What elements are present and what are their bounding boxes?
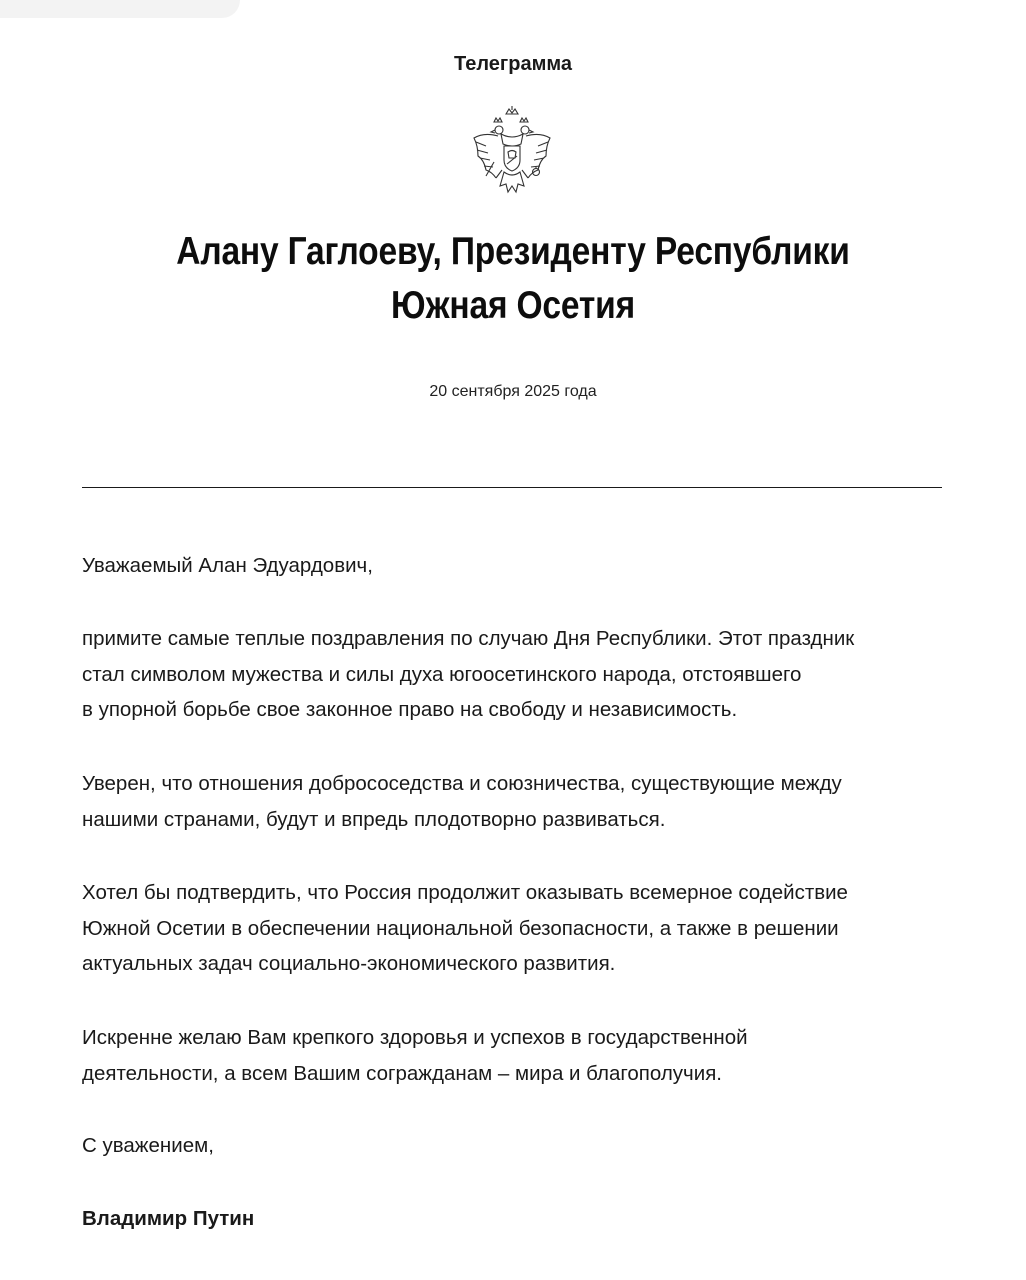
paragraph-line: Хотел бы подтвердить, что Россия продолжит оказывать всемерное содействие (82, 881, 848, 904)
paragraph-line: Южной Осетии в обеспечении национальной безопасности, а также в решении (82, 916, 839, 940)
salutation: Уважаемый Алан Эдуардович, (82, 554, 373, 577)
paragraph-line: нашими странами, будут и впредь плодотворно развиваться. (82, 807, 666, 831)
russian-coat-of-arms-icon (468, 106, 556, 200)
paragraph-line: деятельности, а всем Вашим согражданам – мира и благополучия. (82, 1061, 722, 1085)
paragraph-line: стал символом мужества и силы духа югоосетинского народа, отстоявшего (82, 662, 802, 686)
paragraph-line: Искренне желаю Вам крепкого здоровья и успехов в государственной (82, 1026, 748, 1049)
divider (82, 487, 942, 488)
paragraph-line: в упорной борьбе свое законное право на свободу и независимость. (82, 698, 738, 721)
paragraph-2 (82, 766, 942, 837)
paragraph-line: Уверен, что отношения добрососедства и союзничества, существующие между (82, 772, 842, 795)
closing: С уважением, (82, 1134, 214, 1157)
paragraph-line: примите самые теплые поздравления по случаю Дня Республики. Этот праздник (82, 627, 855, 650)
paragraph-line: актуальных задач социально-экономического развития. (82, 952, 616, 975)
document-date: 20 сентября 2025 года (429, 383, 597, 400)
top-bar-fragment (0, 0, 240, 18)
document-type-label: Телеграмма (453, 53, 573, 75)
signature: Владимир Путин (82, 1207, 255, 1230)
page-title: Алану Гаглоеву, Президенту Республики Южная Осетия (176, 230, 850, 327)
paragraph-1 (82, 621, 942, 728)
paragraph-3 (82, 875, 942, 982)
paragraph-4 (82, 1020, 942, 1091)
